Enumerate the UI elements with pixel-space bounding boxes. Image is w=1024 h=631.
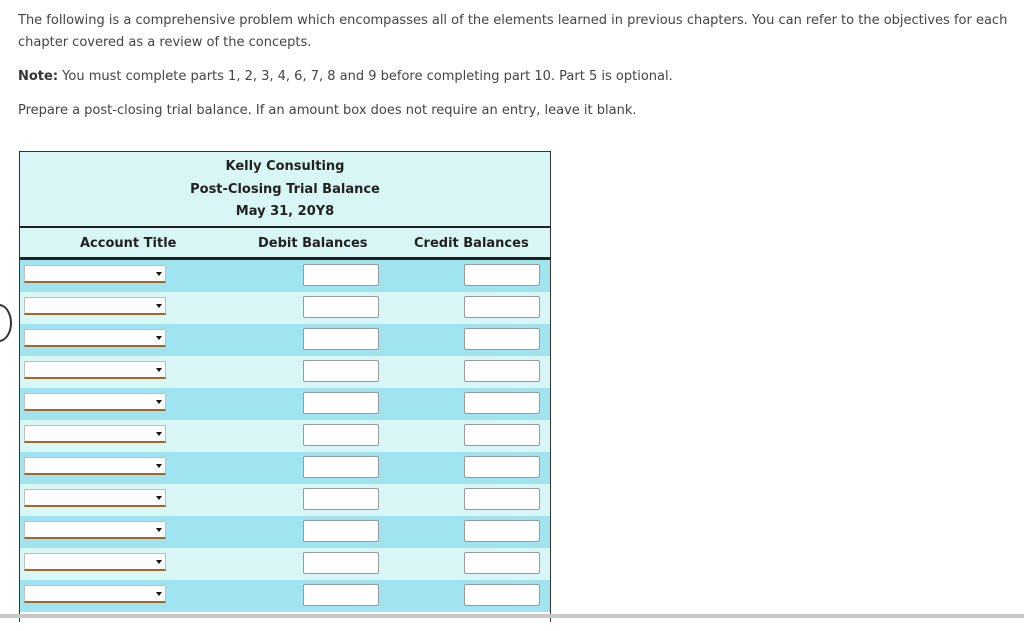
chevron-down-icon xyxy=(156,336,162,340)
table-body xyxy=(20,260,550,612)
account-title-dropdown[interactable] xyxy=(24,585,166,603)
credit-amount-input[interactable] xyxy=(464,264,540,286)
chevron-down-icon xyxy=(156,400,162,404)
debit-amount-input[interactable] xyxy=(303,360,379,382)
trial-balance-table xyxy=(19,151,551,622)
debit-balances-header: Debit Balances xyxy=(258,236,368,251)
note-label: Note: xyxy=(18,69,59,84)
chevron-down-icon xyxy=(156,496,162,500)
credit-amount-input[interactable] xyxy=(464,360,540,382)
debit-amount-input[interactable] xyxy=(303,328,379,350)
debit-amount-input[interactable] xyxy=(303,296,379,318)
note-paragraph xyxy=(18,66,673,88)
account-title-dropdown[interactable] xyxy=(24,521,166,539)
company-name: Kelly Consulting xyxy=(225,159,345,174)
credit-amount-input[interactable] xyxy=(464,456,540,478)
chevron-down-icon xyxy=(156,304,162,308)
table-row xyxy=(20,580,550,612)
table-row xyxy=(20,420,550,452)
table-header xyxy=(20,152,550,226)
credit-amount-input[interactable] xyxy=(464,552,540,574)
account-title-dropdown[interactable] xyxy=(24,489,166,507)
account-title-dropdown[interactable] xyxy=(24,361,166,379)
chevron-down-icon xyxy=(156,592,162,596)
note-text: You must complete parts 1, 2, 3, 4, 6, 7, 8 and 9 before completing part 10. Part 5 is optional. xyxy=(58,69,673,84)
account-title-dropdown[interactable] xyxy=(24,329,166,347)
table-row xyxy=(20,516,550,548)
horizontal-scrollbar[interactable] xyxy=(0,614,1024,618)
chevron-down-icon xyxy=(156,464,162,468)
statement-date: May 31, 20Y8 xyxy=(235,204,335,219)
chevron-down-icon xyxy=(156,368,162,372)
account-title-dropdown[interactable] xyxy=(24,393,166,411)
credit-amount-input[interactable] xyxy=(464,584,540,606)
debit-amount-input[interactable] xyxy=(303,424,379,446)
account-title-dropdown[interactable] xyxy=(24,265,166,283)
account-title-dropdown[interactable] xyxy=(24,457,166,475)
account-title-dropdown[interactable] xyxy=(24,425,166,443)
debit-amount-input[interactable] xyxy=(303,264,379,286)
column-headers xyxy=(20,226,550,260)
circle-indicator-icon xyxy=(0,304,12,342)
account-title-dropdown[interactable] xyxy=(24,297,166,315)
table-row xyxy=(20,356,550,388)
credit-amount-input[interactable] xyxy=(464,392,540,414)
table-row xyxy=(20,484,550,516)
credit-amount-input[interactable] xyxy=(464,520,540,542)
chevron-down-icon xyxy=(156,528,162,532)
intro-paragraph: The following is a comprehensive problem which encompasses all of the elements learned in previous chapters. You can refer to the objectives for each chapter covered as a review of the concepts. xyxy=(18,13,1008,50)
chevron-down-icon xyxy=(156,432,162,436)
credit-balances-header: Credit Balances xyxy=(414,236,529,251)
debit-amount-input[interactable] xyxy=(303,456,379,478)
debit-amount-input[interactable] xyxy=(303,520,379,542)
table-row xyxy=(20,324,550,356)
instruction-paragraph: Prepare a post-closing trial balance. If an amount box does not require an entry, leave it blank. xyxy=(18,103,637,118)
credit-amount-input[interactable] xyxy=(464,488,540,510)
debit-amount-input[interactable] xyxy=(303,552,379,574)
debit-amount-input[interactable] xyxy=(303,584,379,606)
statement-title: Post-Closing Trial Balance xyxy=(190,181,380,197)
debit-amount-input[interactable] xyxy=(303,392,379,414)
credit-amount-input[interactable] xyxy=(464,424,540,446)
table-row xyxy=(20,260,550,292)
chevron-down-icon xyxy=(156,560,162,564)
account-title-dropdown[interactable] xyxy=(24,553,166,571)
table-row xyxy=(20,548,550,580)
table-row xyxy=(20,292,550,324)
credit-amount-input[interactable] xyxy=(464,296,540,318)
table-row xyxy=(20,388,550,420)
chevron-down-icon xyxy=(156,272,162,276)
debit-amount-input[interactable] xyxy=(303,488,379,510)
credit-amount-input[interactable] xyxy=(464,328,540,350)
account-title-header: Account Title xyxy=(80,236,177,251)
table-row xyxy=(20,452,550,484)
